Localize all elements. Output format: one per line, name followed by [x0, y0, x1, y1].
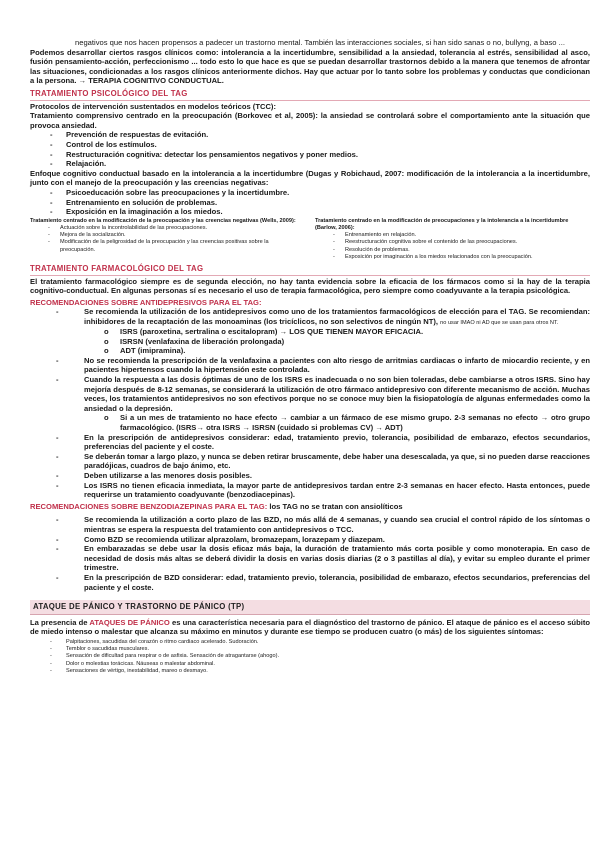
intro-continuation: negativos que nos hacen propensos a padecer un trastorno mental. También las interacciones sociales, si han sido sanas o no, bullyng, a baso ...	[75, 38, 565, 47]
antidepresivos-list-3	[30, 433, 590, 500]
list-item	[30, 307, 590, 327]
farmacologico-intro: El tratamiento farmacológico siempre es de segunda elección, no hay tanta evidencia sobre la eficacia de los fármacos como si la hay de la terapia cognitivo-conductual. En algunas personas sí es necesario el uso de terapia farmacológica, pero siempre como coadyuvante a la terapia psicológica.	[30, 276, 590, 296]
two-column-block	[30, 218, 590, 261]
bzd-heading-line	[30, 502, 590, 512]
antidep-1-note: no usar IMAO ni AD que se usan para otros NT.	[440, 319, 559, 326]
antidepresivos-sublist	[30, 327, 590, 356]
section-title-psicologico: TRATAMIENTO PSICOLÓGICO DEL TAG	[30, 89, 590, 101]
document-page	[30, 0, 590, 675]
list-item: - Exposición por imaginación a los miedos relacionados con la preocupación.	[315, 254, 590, 261]
list-item: - Se deberán tomar a largo plazo, y nunca se deben retirar bruscamente, debe haber una desescalada, ya que, si no pueden darse reacciones paradójicas, cuadros de bajo ánimo, etc.	[30, 452, 590, 471]
list-item: - Exposición en la imaginación a los miedos.	[30, 207, 590, 217]
left-column-title: Tratamiento centrado en la modificación de la preocupación y las creencias negativas (Wells, 2009):	[30, 217, 296, 224]
list-item: - Resolución de problemas.	[315, 247, 590, 254]
list-item: - Psicoeducación sobre las preocupaciones y la incertidumbre.	[30, 188, 590, 198]
list-item: - Dolor o molestias torácicas. Náuseas o malestar abdominal.	[30, 661, 590, 668]
list-item: - En embarazadas se debe usar la dosis eficaz más baja, la duración de tratamiento más corta posible y como monoterapia. En caso de necesidad de dosis más altas se deberá dividir la dosis en varias dosis diarias (2 o 3 pastillas al día), y evitar su empleo durante el primer trimestre.	[30, 544, 590, 573]
right-column-title: Tratamiento centrado en la modificación de preocupaciones y la intolerancia a la incertidumbre (Barlow, 2006):	[315, 217, 569, 231]
list-item: - Actuación sobre la incontrolabilidad de las preocupaciones.	[30, 225, 305, 232]
list-item: - Deben utilizarse a las menores dosis posibles.	[30, 471, 590, 481]
list-item: - Se recomienda la utilización a corto plazo de las BZD, no más allá de 4 semanas, y cuando sea crucial el control rápido de los síntomas o mientras se espera la respuesta del tratamiento con antidepresivos o TCC.	[30, 515, 590, 534]
list-item: - Restructuración cognitiva: detectar los pensamientos negativos y poner medios.	[30, 150, 590, 160]
list-item: - Como BZD se recomienda utilizar alprazolam, bromazepam, lorazepam y diazepam.	[30, 535, 590, 545]
bzd-list	[30, 515, 590, 592]
borkovec-paragraph: Tratamiento comprensivo centrado en la preocupación (Borkovec et al, 2005): la ansiedad se controlará sobre el comportamiento ante la situación que provoca ansiedad.	[30, 111, 590, 130]
list-item: o ISRSN (venlafaxina de liberación prolongada)	[30, 337, 590, 347]
list-item: - Los ISRS no tienen eficacia inmediata, la mayor parte de antidepresivos tardan entre 2-3 semanas en hacer efecto. Hasta entonces, puede requerirse un tratamiento coadyuvante (benzodiacepinas).	[30, 481, 590, 500]
list-item: o ADT (imipramina).	[30, 346, 590, 356]
list-item: - Entrenamiento en solución de problemas.	[30, 198, 590, 208]
dugas-list	[30, 188, 590, 217]
dugas-paragraph: Enfoque cognitivo conductual basado en la intolerancia a la incertidumbre (Dugas y Robichaud, 2007: modificación de la intolerancia a la incertidumbre, junto con el manejo de la preocupación y las creencias negativas:	[30, 168, 590, 188]
list-item: - Sensaciones de vértigo, inestabilidad, mareo o desmayo.	[30, 668, 590, 675]
antidep-1-text: Se recomienda la utilización de los antidepresivos como uno de los tratamientos farmacológicos de elección para el TAG. Se recomiendan: inhibidores de la recaptación de las monoaminas (los tricíclicos, no son selectivos de ningún NT),	[84, 307, 590, 326]
bzd-heading: RECOMENDACIONES SOBRE BENZODIAZEPINAS PARA EL TAG:	[30, 501, 268, 511]
section-title-panico: ATAQUE DE PÁNICO Y TRASTORNO DE PÁNICO (TP)	[30, 600, 590, 615]
list-item: - En la prescripción de antidepresivos considerar: edad, tratamiento previo, tolerancia, posibilidad de embarazo, efectos secundarios, preferencias del paciente y el coste.	[30, 433, 590, 452]
list-item: - Sensación de dificultad para respirar o de asfixia. Sensación de atragantarse (ahogo).	[30, 653, 590, 660]
antidepresivos-sublist-2	[30, 413, 590, 432]
antidepresivos-list	[30, 307, 590, 327]
list-item: - Mejora de la socialización.	[30, 232, 305, 239]
panico-intro-post: es una característica necesaria para el diagnóstico del trastorno de pánico. El ataque de pánico es el acceso súbito de miedo intenso o malestar que alcanza su máximo en minutos y durante ese tiempo se producen cuatro (o más) de los siguientes síntomas:	[30, 617, 590, 637]
right-column-list	[315, 232, 590, 261]
protocols-line: Protocolos de intervención sustentados en modelos teóricos (TCC):	[30, 101, 276, 111]
bzd-heading-tail: los TAG no se tratan con ansiolíticos	[269, 501, 403, 511]
list-item: o ISRS (paroxetina, sertralina o escitalopram) → LOS QUE TIENEN MAYOR EFICACIA.	[30, 327, 590, 337]
panico-symptoms-list	[30, 639, 590, 675]
borkovec-list	[30, 130, 590, 168]
list-item: - Modificación de la peligrosidad de la preocupación y las creencias positivas sobre la preocupación.	[30, 239, 305, 253]
right-column	[315, 218, 590, 261]
panico-intro-pre: La presencia de	[30, 617, 88, 627]
list-item: - En la prescripción de BZD considerar: edad, tratamiento previo, tolerancia, posibilidad de embarazo, efectos secundarios, preferencias del paciente y el coste.	[30, 573, 590, 592]
antidepresivos-list-2	[30, 356, 590, 414]
panico-intro	[30, 618, 590, 637]
list-item: - Entrenamiento en relajación.	[315, 232, 590, 239]
list-item: - Palpitaciones, sacudidas del corazón o ritmo cardiaco acelerado. Sudoración.	[30, 639, 590, 646]
list-item: - Relajación.	[30, 159, 590, 169]
list-item: - Reestructuración cognitiva sobre el contenido de las preocupaciones.	[315, 239, 590, 246]
panico-intro-term: ATAQUES DE PÁNICO	[89, 617, 170, 627]
list-item: - Temblor o sacudidas musculares.	[30, 646, 590, 653]
list-item: - Control de los estímulos.	[30, 140, 590, 150]
left-column-list	[30, 225, 305, 254]
list-item: o Si a un mes de tratamiento no hace efecto → cambiar a un fármaco de ese mismo grupo. 2-3 semanas no efecto → otro grupo farmacológico. (ISRS→ otra ISRS → ISRSN (cuidado si problemas CV) → ADT)	[30, 413, 590, 432]
antidepresivos-heading: RECOMENDACIONES SOBRE ANTIDEPRESIVOS PARA EL TAG:	[30, 297, 262, 307]
intro-paragraph: Podemos desarrollar ciertos rasgos clínicos como: intolerancia a la incertidumbre, sensibilidad a la ansiedad, tolerancia al estrés, sensibilidad al asco, fusión pensamiento-acción, perfeccionismo ... todo esto lo que hace es que se puedan desarrollar trastornos debido a la manera que tenemos de afrontar las situaciones, condicionadas a los rasgos clínicos anteriormente dichos. Hay que actuar por lo tanto sobre los problemas y conductas que condicionan a la persona. → TERAPIA COGNITIVO CONDUCTUAL.	[30, 47, 590, 86]
left-column	[30, 218, 305, 261]
list-item: - Cuando la respuesta a las dosis óptimas de uno de los ISRS es inadecuada o no son bien toleradas, debe cambiarse a otros ISRS. Sino hay mejoría después de 8-12 semanas, se considerará la utilización de otro fármaco antidepresivo con diferente mecanismo de acción. Muchas veces, los tratamientos antidepresivos no son efectivos porque no se conoce muy bien la fisiopatología de algunas enfermedades como la ansiedad o la depresión.	[30, 375, 590, 413]
section-title-farmacologico: TRATAMIENTO FARMACOLÓGICO DEL TAG	[30, 264, 590, 276]
list-item: - No se recomienda la prescripción de la venlafaxina a pacientes con alto riesgo de arritmias cardiacas o infarto de miocardio reciente, y en pacientes hipertensos cuando la hipertensión este controlada.	[30, 356, 590, 375]
list-item: - Prevención de respuestas de evitación.	[30, 130, 590, 140]
